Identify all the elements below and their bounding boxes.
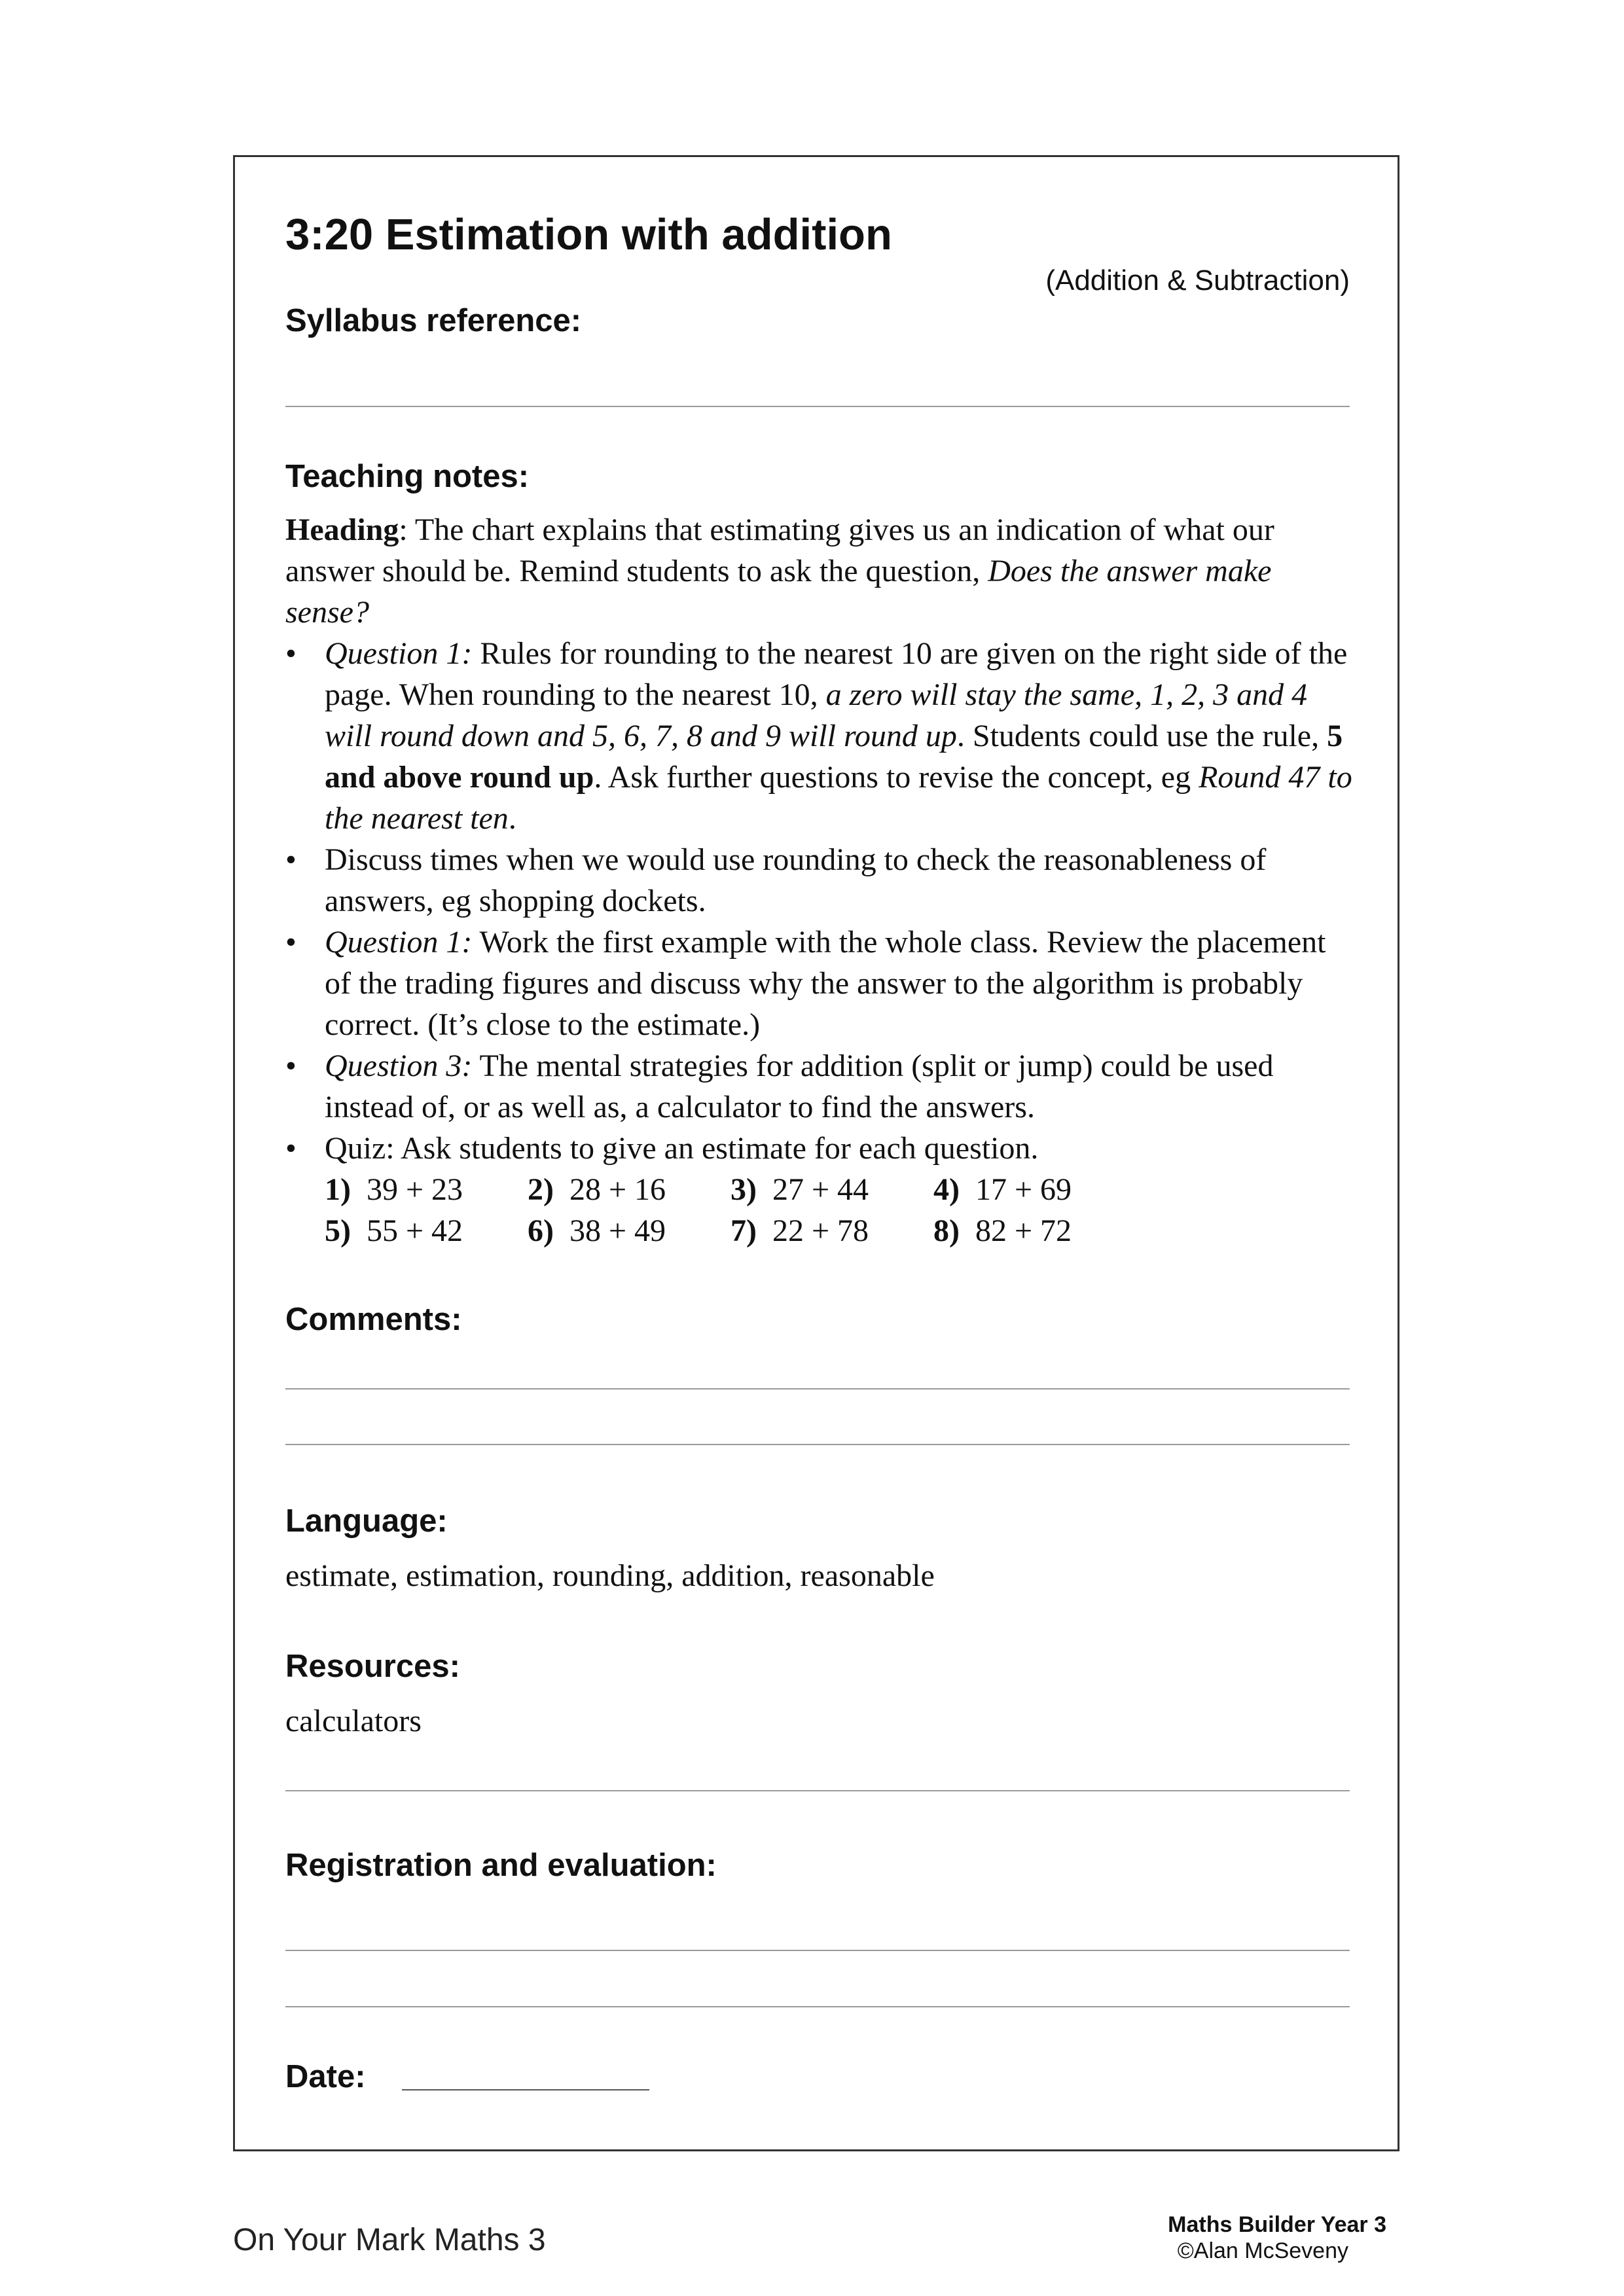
date-line [402,2089,649,2090]
quiz-item [325,1169,528,1210]
quiz-item [731,1210,933,1251]
comments-heading: Comments: [285,1302,462,1337]
quiz-paren: ) [543,1172,554,1207]
bullet-text: Rules for rounding to the nearest 10 are given on the right side of the page. When rounding to the nearest 10, [325,636,1348,712]
bullet-lead: Question 3: [325,1049,473,1083]
teaching-notes-heading: Teaching notes: [285,459,530,494]
bullet-text: . [508,801,516,836]
note-bullet [285,1128,1359,1251]
quiz-question: 82 + 72 [975,1213,1072,1248]
quiz-item [528,1210,731,1251]
language-text: estimate, estimation, rounding, addition, reasonable [285,1558,935,1593]
bullet-text: Work the first example with the whole class. Review the placement of the trading figures and discuss why the answer to the algorithm is probably correct. (It’s close to the estimate.) [325,925,1326,1042]
note-bullet [285,922,1359,1045]
bullet-dot: • [285,925,297,960]
quiz-question: 17 + 69 [975,1172,1072,1207]
comments-line [285,1444,1350,1445]
resources-line [285,1790,1350,1791]
teaching-notes [285,509,1359,1251]
bullet-text: . Students could use the rule, [956,719,1327,753]
registration-line [285,1950,1350,1951]
resources-heading: Resources: [285,1649,460,1684]
note-bullet [285,1045,1359,1128]
quiz-question: 39 + 23 [366,1172,463,1207]
bullet-dot: • [285,1049,297,1083]
bullet-dot: • [285,842,297,877]
bullet-bold: 5 and above round up [325,719,1343,795]
quiz-question: 38 + 49 [569,1213,666,1248]
quiz-question: 28 + 16 [569,1172,666,1207]
quiz-paren: ) [543,1213,554,1248]
note-bullet [285,633,1359,839]
bullet-italic: a zero will stay the same, 1, 2, 3 and 4 will round down and 5, 6, 7, 8 and 9 will round up [325,677,1308,753]
bullet-text: Quiz: Ask students to give an estimate for each question. [325,1131,1039,1166]
quiz-item [731,1169,933,1210]
bullet-text: . Ask further questions to revise the concept, eg [594,760,1199,795]
bullet-text: Discuss times when we would use rounding to check the reasonableness of answers, eg shopping dockets. [325,842,1267,918]
date-heading: Date: [285,2059,366,2094]
bullet-dot: • [285,636,297,671]
bullet-lead: Question 1: [325,636,473,671]
quiz-item [933,1210,1136,1251]
syllabus-heading: Syllabus reference: [285,303,582,338]
quiz-question: 27 + 44 [772,1172,869,1207]
registration-line [285,2006,1350,2007]
quiz-paren: ) [746,1213,757,1248]
quiz-paren: ) [340,1213,351,1248]
quiz-number: 7 [731,1213,746,1248]
bullet-text: The mental strategies for addition (split or jump) could be used instead of, or as well as, a calculator to find the answers. [325,1049,1274,1124]
bullet-italic: Round 47 to the nearest ten [325,760,1352,836]
heading-note-question: Does the answer make sense? [285,554,1272,630]
quiz-number: 2 [528,1172,543,1207]
quiz-item [933,1169,1136,1210]
quiz-item [528,1169,731,1210]
page-title: 3:20 Estimation with addition [285,210,892,259]
quiz-question: 22 + 78 [772,1213,869,1248]
bullet-dot: • [285,1131,297,1166]
strand-label: (Addition & Subtraction) [1045,264,1350,296]
quiz-number: 1 [325,1172,340,1207]
language-heading: Language: [285,1503,448,1539]
heading-note-label: Heading [285,512,399,547]
quiz-number: 5 [325,1213,340,1248]
quiz-row [325,1210,1359,1251]
quiz-paren: ) [949,1172,960,1207]
quiz-paren: ) [340,1172,351,1207]
quiz-number: 4 [933,1172,949,1207]
footer-copyright: ©Alan McSeveny [1177,2238,1348,2263]
resources-text: calculators [285,1704,422,1738]
quiz-row [325,1169,1359,1210]
quiz-number: 6 [528,1213,543,1248]
quiz-item [325,1210,528,1251]
quiz-paren: ) [949,1213,960,1248]
registration-heading: Registration and evaluation: [285,1848,717,1883]
comments-line [285,1388,1350,1390]
syllabus-line [285,406,1350,407]
quiz-question: 55 + 42 [366,1213,463,1248]
quiz-number: 3 [731,1172,746,1207]
quiz-number: 8 [933,1213,949,1248]
footer-book-title: Maths Builder Year 3 [1168,2212,1386,2237]
heading-note [285,509,1359,633]
bullet-lead: Question 1: [325,925,473,960]
quiz-paren: ) [746,1172,757,1207]
heading-note-text: : The chart explains that estimating gives us an indication of what our answer should be. Remind students to ask the question, [285,512,1274,588]
footer-series: On Your Mark Maths 3 [233,2223,546,2257]
note-bullet [285,839,1359,922]
